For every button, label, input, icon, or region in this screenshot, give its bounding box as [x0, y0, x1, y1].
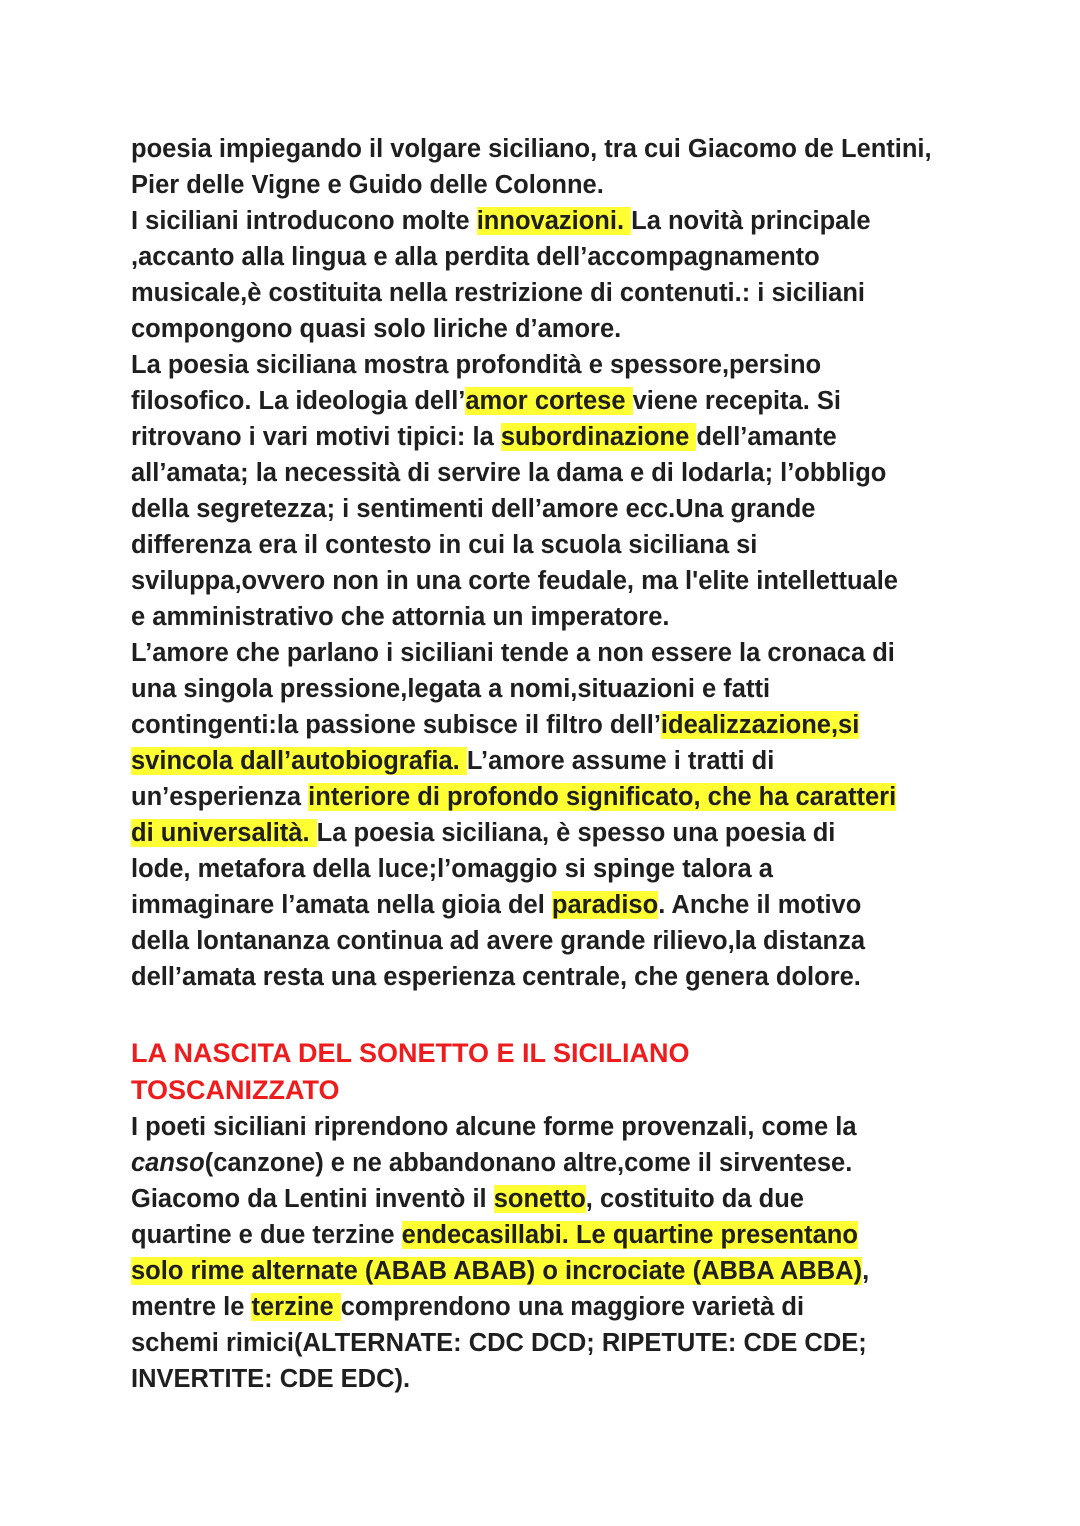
text-segment: , [862, 1257, 870, 1285]
text-segment: musicale,è costituita nella restrizione di contenuti.: i siciliani [131, 279, 866, 307]
text-line [131, 1145, 961, 1181]
section-heading-line: LA NASCITA DEL SONETTO E IL SICILIANO [131, 1038, 690, 1068]
text-line [131, 707, 961, 743]
text-line [131, 131, 961, 167]
text-line [131, 563, 961, 599]
paragraph [131, 347, 961, 635]
text-line [131, 347, 961, 383]
text-line [131, 851, 961, 887]
text-line [131, 383, 961, 419]
text-segment: mentre le [131, 1293, 252, 1321]
text-line [131, 923, 961, 959]
highlighted-text: endecasillabi. Le quartine presentano [401, 1221, 858, 1249]
text-segment: Giacomo da Lentini inventò il [131, 1185, 494, 1213]
text-segment: comprendono una maggiore varietà di [340, 1293, 805, 1321]
text-segment: ritrovano i vari motivi tipici: la [131, 423, 501, 451]
text-line [131, 527, 961, 563]
text-line [131, 743, 961, 779]
text-line [131, 419, 961, 455]
text-segment: all’amata; la necessità di servire la dama e di lodarla; l’obbligo [131, 459, 887, 487]
text-segment: ,accanto alla lingua e alla perdita dell’accompagnamento [131, 243, 820, 271]
text-segment: sviluppa,ovvero non in una corte feudale, ma l'elite intellettuale [131, 567, 898, 595]
text-line [131, 491, 961, 527]
highlighted-text: idealizzazione,si [660, 711, 860, 739]
highlighted-text: paradiso [551, 891, 659, 919]
text-segment: . Anche il motivo [658, 891, 862, 919]
text-line [131, 887, 961, 923]
text-line [131, 1181, 961, 1217]
section-heading-line: TOSCANIZZATO [131, 1075, 340, 1105]
section-heading [131, 1035, 961, 1109]
text-segment: dell’amante [696, 423, 837, 451]
highlighted-text: terzine [251, 1293, 341, 1321]
text-line [131, 599, 961, 635]
text-line [131, 779, 961, 815]
text-segment: compongono quasi solo liriche d’amore. [131, 315, 622, 343]
text-line [131, 167, 961, 203]
text-segment: L’amore che parlano i siciliani tende a non essere la cronaca di [131, 639, 895, 667]
text-line [131, 635, 961, 671]
text-line [131, 1289, 961, 1325]
text-line [131, 1361, 961, 1397]
text-segment: La poesia siciliana mostra profondità e spessore,persino [131, 351, 822, 379]
text-segment: lode, metafora della luce;l’omaggio si spinge talora a [131, 855, 773, 883]
highlighted-text: innovazioni. [476, 207, 632, 235]
text-segment: della lontananza continua ad avere grande rilievo,la distanza [131, 927, 866, 955]
text-line [131, 1325, 961, 1361]
highlighted-text: solo rime alternate (ABAB ABAB) o incrociate (ABBA ABBA) [131, 1257, 863, 1285]
text-segment: contingenti:la passione subisce il filtro dell’ [131, 711, 661, 739]
text-line [131, 1109, 961, 1145]
text-line [131, 959, 961, 995]
text-segment: differenza era il contesto in cui la scuola siciliana si [131, 531, 758, 559]
text-segment: Pier delle Vigne e Guido delle Colonne. [131, 171, 604, 199]
text-line [131, 311, 961, 347]
text-segment: I siciliani introducono molte [131, 207, 477, 235]
document-page [131, 131, 961, 1397]
paragraph [131, 203, 961, 347]
paragraph [131, 635, 961, 995]
text-segment: immaginare l’amata nella gioia del [131, 891, 552, 919]
highlighted-text: svincola dall’autobiografia. [131, 747, 467, 775]
text-line [131, 671, 961, 707]
text-segment: e amministrativo che attornia un imperatore. [131, 603, 670, 631]
paragraph [131, 1109, 961, 1397]
body-text [131, 131, 961, 995]
text-segment: quartine e due terzine [131, 1221, 402, 1249]
text-line [131, 1253, 961, 1289]
paragraph [131, 131, 961, 203]
highlighted-text: sonetto [493, 1185, 586, 1213]
highlighted-text: subordinazione [500, 423, 697, 451]
text-segment: un’esperienza [131, 783, 309, 811]
text-segment: (canzone) e ne abbandonano altre,come il sirventese. [204, 1149, 853, 1177]
text-segment: una singola pressione,legata a nomi,situazioni e fatti [131, 675, 771, 703]
text-segment: della segretezza; i sentimenti dell’amore ecc.Una grande [131, 495, 816, 523]
text-segment: viene recepita. Si [632, 387, 841, 415]
text-segment: L’amore assume i tratti di [466, 747, 775, 775]
highlighted-text: di universalità. [131, 819, 317, 847]
text-segment: , costituito da due [585, 1185, 804, 1213]
text-segment: filosofico. La ideologia dell’ [131, 387, 466, 415]
text-segment: La novità principale [631, 207, 871, 235]
text-line [131, 275, 961, 311]
text-line [131, 455, 961, 491]
text-line [131, 239, 961, 275]
text-segment: La poesia siciliana, è spesso una poesia di [316, 819, 836, 847]
text-segment: INVERTITE: CDE EDC). [131, 1365, 411, 1393]
text-line [131, 203, 961, 239]
text-line [131, 815, 961, 851]
text-segment: poesia impiegando il volgare siciliano, tra cui Giacomo de Lentini, [131, 135, 932, 163]
text-segment: dell’amata resta una esperienza centrale, che genera dolore. [131, 963, 861, 991]
text-segment: I poeti siciliani riprendono alcune forme provenzali, come la [131, 1113, 857, 1141]
highlighted-text: amor cortese [465, 387, 633, 415]
highlighted-text: interiore di profondo significato, che ha caratteri [308, 783, 897, 811]
italic-text: canso [131, 1149, 205, 1177]
text-line [131, 1217, 961, 1253]
section-text [131, 1109, 961, 1397]
text-segment: schemi rimici(ALTERNATE: CDC DCD; RIPETUTE: CDE CDE; [131, 1329, 867, 1357]
